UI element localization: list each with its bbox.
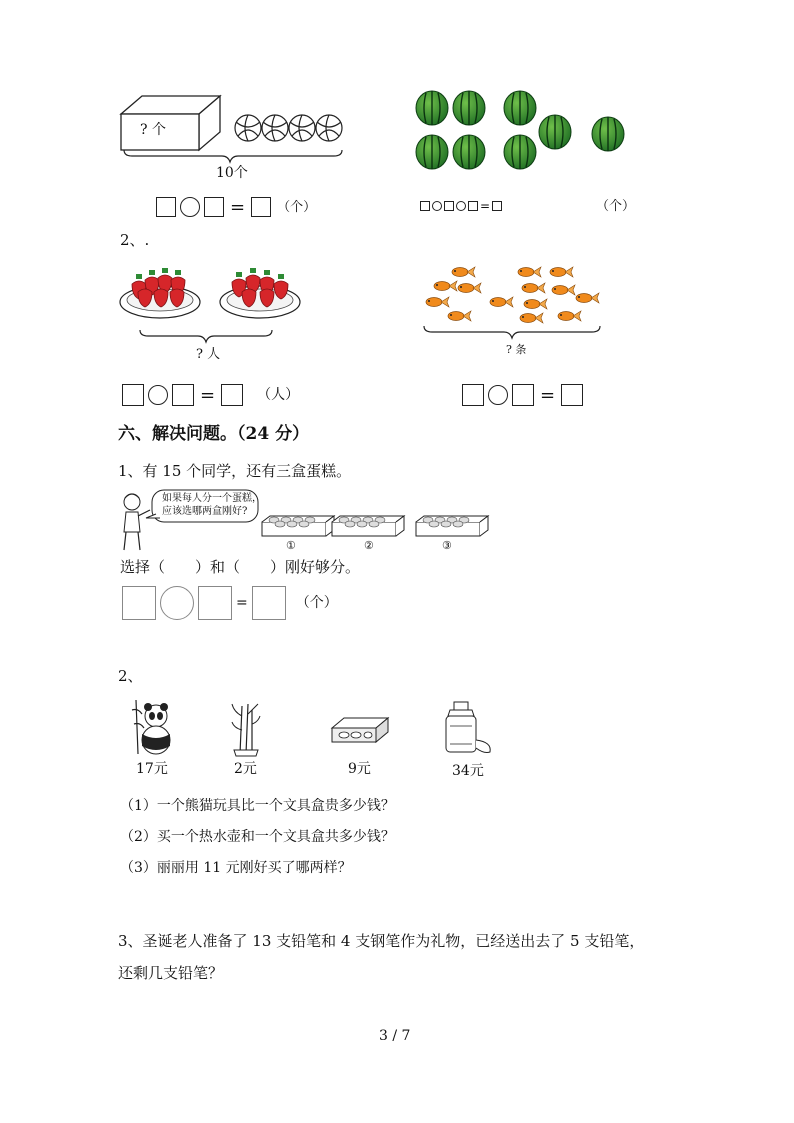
- bamboo-icon: [230, 700, 260, 756]
- answer-box[interactable]: [221, 384, 243, 406]
- item-bamboo: [230, 700, 270, 782]
- thermos-icon: [440, 700, 496, 756]
- item-stationery-box: [330, 716, 394, 782]
- question-2-title: 2、: [118, 667, 143, 685]
- answer-box[interactable]: [122, 384, 144, 406]
- operator-circle[interactable]: [488, 385, 508, 405]
- equation-section6-q1: [122, 586, 338, 620]
- unit-label: （个）: [295, 595, 338, 611]
- total-label: 10个: [216, 165, 248, 181]
- equation-q1a: [156, 196, 316, 218]
- watermelon-icons: [414, 90, 634, 180]
- stationery-box-icon: [330, 716, 390, 752]
- unit-label: （人）: [257, 387, 300, 403]
- question-1-text: 1、有 15 个同学，还有三盒蛋糕。: [118, 462, 352, 480]
- cake-box-label-1: ①: [286, 539, 296, 552]
- boy-figure: [116, 488, 266, 554]
- item-panda: [128, 698, 188, 782]
- cake-boxes: [260, 510, 500, 554]
- equals-sign: =: [540, 384, 556, 406]
- answer-box[interactable]: [204, 197, 224, 217]
- answer-box[interactable]: [468, 201, 478, 211]
- answer-box[interactable]: [444, 201, 454, 211]
- answer-box[interactable]: [420, 201, 430, 211]
- page-number: 3 / 7: [379, 1028, 411, 1044]
- watermelon-figure: [414, 90, 634, 180]
- speech-bubble-line2: 应该选哪两盒刚好?: [162, 506, 248, 517]
- answer-box[interactable]: [561, 384, 583, 406]
- question-2-sub-2: （2）买一个热水壶和一个文具盒共多少钱？: [120, 829, 395, 845]
- question-2-sub-1: （1）一个熊猫玩具比一个文具盒贵多少钱？: [120, 798, 395, 814]
- box-balls-figure: [118, 94, 358, 184]
- operator-circle[interactable]: [456, 201, 466, 211]
- question-label: ? 人: [196, 347, 221, 362]
- price-label: 2元: [234, 761, 257, 777]
- question-3-line-1: 3、圣诞老人准备了 13 支铅笔和 4 支钢笔作为礼物，已经送出去了 5 支铅笔，: [118, 932, 645, 950]
- price-label: 34元: [452, 763, 484, 779]
- equals-sign: =: [236, 595, 248, 611]
- answer-box[interactable]: [492, 201, 502, 211]
- answer-box[interactable]: [462, 384, 484, 406]
- equation-q2a: [122, 383, 299, 407]
- answer-box[interactable]: [512, 384, 534, 406]
- speech-bubble-line1: 如果每人分一个蛋糕，: [162, 493, 262, 504]
- cake-box-label-3: ③: [442, 539, 452, 552]
- equation-q1b: [420, 198, 502, 214]
- cake-box-label-2: ②: [364, 539, 374, 552]
- answer-box[interactable]: [156, 197, 176, 217]
- choose-text: 选择（ ）和（ ）刚好够分。: [120, 558, 361, 576]
- brace-icon: [118, 328, 318, 348]
- answer-box[interactable]: [172, 384, 194, 406]
- question-3-line-2: 还剩几支铅笔？: [118, 964, 224, 982]
- goldfish-icons: [418, 262, 618, 332]
- operator-circle[interactable]: [180, 197, 200, 217]
- brace-icon: [418, 324, 618, 344]
- unit-label: （个）: [277, 199, 317, 215]
- item-thermos: [440, 700, 500, 782]
- question-2-sub-3: （3）丽丽用 11 元刚好买了哪两样？: [120, 860, 352, 876]
- question-label: ? 条: [506, 343, 527, 356]
- equals-sign: =: [480, 199, 491, 213]
- answer-box[interactable]: [198, 586, 232, 620]
- panda-toy-icon: [128, 698, 178, 756]
- operator-circle[interactable]: [432, 201, 442, 211]
- equals-sign: =: [230, 196, 246, 218]
- answer-box[interactable]: [122, 586, 156, 620]
- section-heading: 六、解决问题。（24 分）: [118, 424, 310, 444]
- operator-circle[interactable]: [148, 385, 168, 405]
- operator-circle[interactable]: [160, 586, 194, 620]
- equals-sign: =: [200, 384, 216, 406]
- strawberry-plates-figure: [118, 262, 318, 372]
- price-label: 9元: [348, 761, 371, 777]
- box-label: ? 个: [140, 122, 166, 138]
- unit-label: （个）: [596, 199, 636, 214]
- cake-box-icons: [260, 510, 500, 540]
- answer-box[interactable]: [252, 586, 286, 620]
- equation-q2b: [462, 383, 583, 407]
- question-number: 2、.: [120, 231, 150, 249]
- volleyball-icons: [235, 115, 342, 141]
- goldfish-figure: [418, 262, 618, 362]
- price-label: 17元: [136, 761, 168, 777]
- answer-box[interactable]: [251, 197, 271, 217]
